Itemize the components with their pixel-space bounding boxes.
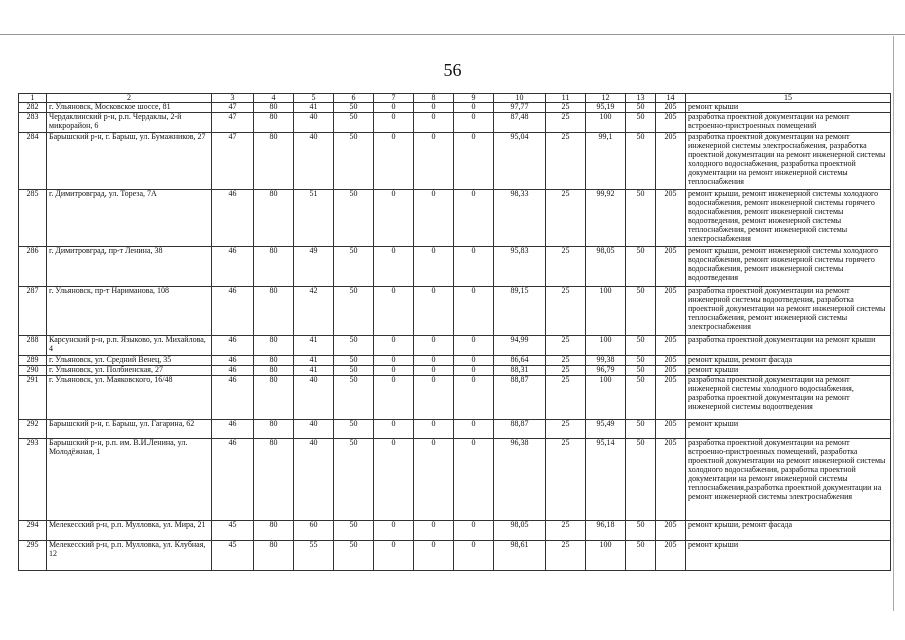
value-cell-col-10: 88,87 — [494, 376, 546, 420]
value-cell-col-13: 50 — [626, 420, 656, 439]
value-cell-col-8: 0 — [414, 133, 454, 190]
table-row — [19, 103, 891, 113]
value-cell-col-5: 40 — [294, 439, 334, 521]
column-header-3: 3 — [212, 94, 254, 103]
value-cell-col-10: 95,83 — [494, 247, 546, 287]
value-cell-col-9: 0 — [454, 287, 494, 336]
value-cell-col-14: 205 — [656, 190, 686, 247]
value-cell-col-3: 46 — [212, 366, 254, 376]
value-cell-col-6: 50 — [334, 356, 374, 366]
work-type-cell: ремонт крыши, ремонт фасада — [686, 521, 891, 541]
value-cell-col-14: 205 — [656, 420, 686, 439]
work-type-cell: разработка проектной документации на ремонт инженерной системы холодного водоснабжения, разработка проектной документации на ремонт инженерной системы водоотведения — [686, 376, 891, 420]
row-number-cell: 284 — [19, 133, 47, 190]
value-cell-col-6: 50 — [334, 420, 374, 439]
value-cell-col-13: 50 — [626, 366, 656, 376]
value-cell-col-4: 80 — [254, 366, 294, 376]
value-cell-col-12: 100 — [586, 336, 626, 356]
value-cell-col-12: 95,19 — [586, 103, 626, 113]
value-cell-col-6: 50 — [334, 247, 374, 287]
table-body — [19, 103, 891, 571]
value-cell-col-4: 80 — [254, 247, 294, 287]
work-type-cell: ремонт крыши — [686, 541, 891, 571]
value-cell-col-11: 25 — [546, 113, 586, 133]
value-cell-col-10: 87,48 — [494, 113, 546, 133]
value-cell-col-9: 0 — [454, 336, 494, 356]
value-cell-col-12: 100 — [586, 287, 626, 336]
value-cell-col-13: 50 — [626, 439, 656, 521]
value-cell-col-3: 46 — [212, 439, 254, 521]
value-cell-col-9: 0 — [454, 439, 494, 521]
row-number-cell: 288 — [19, 336, 47, 356]
address-cell: Чердаклинский р-н, р.п. Чердаклы, 2-й микрорайон, 6 — [47, 113, 212, 133]
column-header-1: 1 — [19, 94, 47, 103]
address-cell: Мелекесский р-н, р.п. Мулловка, ул. Клубная, 12 — [47, 541, 212, 571]
value-cell-col-11: 25 — [546, 336, 586, 356]
value-cell-col-6: 50 — [334, 133, 374, 190]
value-cell-col-10: 97,77 — [494, 103, 546, 113]
value-cell-col-6: 50 — [334, 336, 374, 356]
value-cell-col-3: 45 — [212, 541, 254, 571]
value-cell-col-4: 80 — [254, 103, 294, 113]
value-cell-col-14: 205 — [656, 521, 686, 541]
value-cell-col-7: 0 — [374, 521, 414, 541]
value-cell-col-5: 41 — [294, 336, 334, 356]
value-cell-col-14: 205 — [656, 103, 686, 113]
value-cell-col-14: 205 — [656, 287, 686, 336]
row-number-cell: 291 — [19, 376, 47, 420]
value-cell-col-3: 47 — [212, 133, 254, 190]
table-row — [19, 541, 891, 571]
table-row — [19, 366, 891, 376]
address-cell: Карсунский р-н, р.п. Языково, ул. Михайлова, 4 — [47, 336, 212, 356]
work-type-cell: разработка проектной документации на ремонт встроенно-пристроенных помещений — [686, 113, 891, 133]
row-number-cell: 283 — [19, 113, 47, 133]
value-cell-col-3: 46 — [212, 190, 254, 247]
value-cell-col-8: 0 — [414, 190, 454, 247]
value-cell-col-11: 25 — [546, 356, 586, 366]
value-cell-col-4: 80 — [254, 113, 294, 133]
value-cell-col-13: 50 — [626, 133, 656, 190]
table-row — [19, 439, 891, 521]
value-cell-col-9: 0 — [454, 521, 494, 541]
value-cell-col-10: 94,99 — [494, 336, 546, 356]
column-header-15: 15 — [686, 94, 891, 103]
row-number-cell: 287 — [19, 287, 47, 336]
value-cell-col-13: 50 — [626, 376, 656, 420]
page-top-border — [0, 0, 905, 35]
work-type-cell: ремонт крыши, ремонт инженерной системы холодного водоснабжения, ремонт инженерной системы горячего водоснабжения, ремонт инженерной системы водоотведения, ремонт инженерной системы теплоснабжения, ремонт инженерной системы электроснабжения — [686, 190, 891, 247]
value-cell-col-14: 205 — [656, 366, 686, 376]
value-cell-col-7: 0 — [374, 133, 414, 190]
value-cell-col-7: 0 — [374, 356, 414, 366]
value-cell-col-10: 86,64 — [494, 356, 546, 366]
value-cell-col-12: 99,1 — [586, 133, 626, 190]
table-row — [19, 336, 891, 356]
address-cell: Барышский р-н, г. Барыш, ул. Гагарина, 62 — [47, 420, 212, 439]
value-cell-col-6: 50 — [334, 103, 374, 113]
address-cell: Барышский р-н, р.п. им. В.И.Ленина, ул. Молодёжная, 1 — [47, 439, 212, 521]
value-cell-col-6: 50 — [334, 113, 374, 133]
value-cell-col-9: 0 — [454, 366, 494, 376]
table-row — [19, 113, 891, 133]
value-cell-col-4: 80 — [254, 376, 294, 420]
value-cell-col-12: 99,38 — [586, 356, 626, 366]
value-cell-col-6: 50 — [334, 521, 374, 541]
value-cell-col-11: 25 — [546, 541, 586, 571]
value-cell-col-7: 0 — [374, 103, 414, 113]
value-cell-col-9: 0 — [454, 103, 494, 113]
column-header-5: 5 — [294, 94, 334, 103]
row-number-cell: 294 — [19, 521, 47, 541]
value-cell-col-12: 95,14 — [586, 439, 626, 521]
value-cell-col-9: 0 — [454, 190, 494, 247]
value-cell-col-12: 100 — [586, 376, 626, 420]
value-cell-col-10: 98,33 — [494, 190, 546, 247]
value-cell-col-3: 46 — [212, 336, 254, 356]
value-cell-col-7: 0 — [374, 366, 414, 376]
column-header-8: 8 — [414, 94, 454, 103]
value-cell-col-7: 0 — [374, 336, 414, 356]
value-cell-col-6: 50 — [334, 287, 374, 336]
value-cell-col-5: 40 — [294, 376, 334, 420]
address-cell: г. Ульяновск, Московское шоссе, 81 — [47, 103, 212, 113]
work-type-cell: разработка проектной документации на ремонт встроенно-пристроенных помещений, разработка проектной документации на ремонт инженерной системы холодного водоснабжения, разработка проектной документации на ремонт инженерной системы теплоснабжения,разработка проектной документации на ремонт инженерной системы электроснабжения — [686, 439, 891, 521]
value-cell-col-7: 0 — [374, 376, 414, 420]
value-cell-col-8: 0 — [414, 247, 454, 287]
value-cell-col-13: 50 — [626, 287, 656, 336]
value-cell-col-11: 25 — [546, 366, 586, 376]
value-cell-col-10: 98,05 — [494, 521, 546, 541]
value-cell-col-9: 0 — [454, 376, 494, 420]
value-cell-col-5: 40 — [294, 133, 334, 190]
table-row — [19, 376, 891, 420]
row-number-cell: 285 — [19, 190, 47, 247]
work-type-cell: ремонт крыши, ремонт фасада — [686, 356, 891, 366]
row-number-cell: 292 — [19, 420, 47, 439]
table-row — [19, 247, 891, 287]
address-cell: г. Ульяновск, ул. Средний Венец, 35 — [47, 356, 212, 366]
row-number-cell: 290 — [19, 366, 47, 376]
table-row — [19, 356, 891, 366]
page-number: 56 — [443, 60, 462, 80]
work-type-cell: ремонт крыши, ремонт инженерной системы холодного водоснабжения, ремонт инженерной системы горячего водоснабжения, ремонт инженерной системы водоотведения — [686, 247, 891, 287]
value-cell-col-8: 0 — [414, 287, 454, 336]
value-cell-col-14: 205 — [656, 376, 686, 420]
value-cell-col-10: 95,04 — [494, 133, 546, 190]
value-cell-col-4: 80 — [254, 541, 294, 571]
row-number-cell: 295 — [19, 541, 47, 571]
value-cell-col-4: 80 — [254, 356, 294, 366]
value-cell-col-5: 41 — [294, 356, 334, 366]
value-cell-col-5: 51 — [294, 190, 334, 247]
value-cell-col-5: 55 — [294, 541, 334, 571]
value-cell-col-5: 42 — [294, 287, 334, 336]
value-cell-col-12: 96,79 — [586, 366, 626, 376]
row-number-cell: 286 — [19, 247, 47, 287]
value-cell-col-11: 25 — [546, 190, 586, 247]
value-cell-col-13: 50 — [626, 521, 656, 541]
value-cell-col-14: 205 — [656, 356, 686, 366]
work-type-cell: ремонт крыши — [686, 103, 891, 113]
value-cell-col-13: 50 — [626, 541, 656, 571]
value-cell-col-13: 50 — [626, 356, 656, 366]
row-number-cell: 289 — [19, 356, 47, 366]
value-cell-col-7: 0 — [374, 247, 414, 287]
column-header-6: 6 — [334, 94, 374, 103]
value-cell-col-3: 46 — [212, 287, 254, 336]
column-header-7: 7 — [374, 94, 414, 103]
column-header-2: 2 — [47, 94, 212, 103]
value-cell-col-9: 0 — [454, 541, 494, 571]
value-cell-col-13: 50 — [626, 113, 656, 133]
value-cell-col-7: 0 — [374, 190, 414, 247]
value-cell-col-11: 25 — [546, 287, 586, 336]
row-number-cell: 293 — [19, 439, 47, 521]
value-cell-col-12: 100 — [586, 541, 626, 571]
value-cell-col-9: 0 — [454, 420, 494, 439]
table-row — [19, 133, 891, 190]
value-cell-col-3: 46 — [212, 356, 254, 366]
value-cell-col-13: 50 — [626, 336, 656, 356]
value-cell-col-9: 0 — [454, 247, 494, 287]
value-cell-col-5: 40 — [294, 113, 334, 133]
value-cell-col-14: 205 — [656, 133, 686, 190]
column-header-12: 12 — [586, 94, 626, 103]
page-edge — [893, 36, 894, 611]
value-cell-col-14: 205 — [656, 439, 686, 521]
address-cell: г. Ульяновск, пр-т Нариманова, 108 — [47, 287, 212, 336]
table-row — [19, 521, 891, 541]
work-type-cell: разработка проектной документации на ремонт инженерной системы электроснабжения, разработка проектной документации на ремонт инженерной системы холодного водоснабжения, разработка проектной документации на ремонт инженерной системы теплоснабжения — [686, 133, 891, 190]
value-cell-col-14: 205 — [656, 247, 686, 287]
value-cell-col-4: 80 — [254, 336, 294, 356]
work-type-cell: разработка проектной документации на ремонт инженерной системы водоотведения, разработка проектной документации на ремонт инженерной системы теплоснабжения, ремонт инженерной системы электроснабжения — [686, 287, 891, 336]
value-cell-col-8: 0 — [414, 366, 454, 376]
address-cell: г. Димитровград, ул. Тореза, 7А — [47, 190, 212, 247]
value-cell-col-3: 46 — [212, 420, 254, 439]
value-cell-col-4: 80 — [254, 133, 294, 190]
value-cell-col-10: 89,15 — [494, 287, 546, 336]
value-cell-col-11: 25 — [546, 133, 586, 190]
value-cell-col-8: 0 — [414, 356, 454, 366]
work-type-cell: ремонт крыши — [686, 420, 891, 439]
value-cell-col-11: 25 — [546, 420, 586, 439]
value-cell-col-10: 98,61 — [494, 541, 546, 571]
value-cell-col-4: 80 — [254, 420, 294, 439]
value-cell-col-14: 205 — [656, 113, 686, 133]
value-cell-col-11: 25 — [546, 376, 586, 420]
value-cell-col-13: 50 — [626, 247, 656, 287]
value-cell-col-10: 88,87 — [494, 420, 546, 439]
value-cell-col-12: 95,49 — [586, 420, 626, 439]
column-header-4: 4 — [254, 94, 294, 103]
value-cell-col-11: 25 — [546, 521, 586, 541]
value-cell-col-7: 0 — [374, 113, 414, 133]
column-header-11: 11 — [546, 94, 586, 103]
value-cell-col-5: 41 — [294, 103, 334, 113]
value-cell-col-8: 0 — [414, 336, 454, 356]
value-cell-col-6: 50 — [334, 439, 374, 521]
value-cell-col-6: 50 — [334, 376, 374, 420]
value-cell-col-4: 80 — [254, 287, 294, 336]
value-cell-col-12: 100 — [586, 113, 626, 133]
column-header-10: 10 — [494, 94, 546, 103]
work-type-cell: ремонт крыши — [686, 366, 891, 376]
value-cell-col-3: 46 — [212, 247, 254, 287]
table-row — [19, 190, 891, 247]
value-cell-col-6: 50 — [334, 541, 374, 571]
value-cell-col-3: 47 — [212, 113, 254, 133]
value-cell-col-6: 50 — [334, 190, 374, 247]
row-number-cell: 282 — [19, 103, 47, 113]
column-header-9: 9 — [454, 94, 494, 103]
table-row — [19, 420, 891, 439]
value-cell-col-5: 49 — [294, 247, 334, 287]
value-cell-col-8: 0 — [414, 521, 454, 541]
value-cell-col-3: 47 — [212, 103, 254, 113]
value-cell-col-3: 46 — [212, 376, 254, 420]
value-cell-col-5: 41 — [294, 366, 334, 376]
value-cell-col-8: 0 — [414, 420, 454, 439]
value-cell-col-13: 50 — [626, 190, 656, 247]
value-cell-col-12: 96,18 — [586, 521, 626, 541]
value-cell-col-14: 205 — [656, 336, 686, 356]
value-cell-col-4: 80 — [254, 521, 294, 541]
value-cell-col-11: 25 — [546, 247, 586, 287]
value-cell-col-10: 96,38 — [494, 439, 546, 521]
data-table — [18, 93, 891, 571]
column-header-14: 14 — [656, 94, 686, 103]
value-cell-col-8: 0 — [414, 541, 454, 571]
address-cell: Мелекесский р-н, р.п. Мулловка, ул. Мира, 21 — [47, 521, 212, 541]
value-cell-col-8: 0 — [414, 103, 454, 113]
value-cell-col-13: 50 — [626, 103, 656, 113]
value-cell-col-5: 40 — [294, 420, 334, 439]
value-cell-col-8: 0 — [414, 439, 454, 521]
value-cell-col-3: 45 — [212, 521, 254, 541]
work-type-cell: разработка проектной документации на ремонт крыши — [686, 336, 891, 356]
value-cell-col-10: 88,31 — [494, 366, 546, 376]
column-header-13: 13 — [626, 94, 656, 103]
value-cell-col-12: 98,05 — [586, 247, 626, 287]
value-cell-col-7: 0 — [374, 439, 414, 521]
value-cell-col-8: 0 — [414, 113, 454, 133]
value-cell-col-4: 80 — [254, 439, 294, 521]
address-cell: г. Димитровград, пр-т Ленина, 38 — [47, 247, 212, 287]
address-cell: Барышский р-н, г. Барыш, ул. Бумажников, 27 — [47, 133, 212, 190]
value-cell-col-14: 205 — [656, 541, 686, 571]
value-cell-col-8: 0 — [414, 376, 454, 420]
value-cell-col-9: 0 — [454, 356, 494, 366]
value-cell-col-12: 99,92 — [586, 190, 626, 247]
value-cell-col-5: 60 — [294, 521, 334, 541]
value-cell-col-11: 25 — [546, 439, 586, 521]
table-row — [19, 287, 891, 336]
address-cell: г. Ульяновск, ул. Полбиенская, 27 — [47, 366, 212, 376]
value-cell-col-9: 0 — [454, 113, 494, 133]
address-cell: г. Ульяновск, ул. Маяковского, 16/48 — [47, 376, 212, 420]
value-cell-col-9: 0 — [454, 133, 494, 190]
value-cell-col-6: 50 — [334, 366, 374, 376]
value-cell-col-11: 25 — [546, 103, 586, 113]
value-cell-col-7: 0 — [374, 287, 414, 336]
value-cell-col-7: 0 — [374, 420, 414, 439]
value-cell-col-4: 80 — [254, 190, 294, 247]
table-header-row — [19, 94, 891, 103]
value-cell-col-7: 0 — [374, 541, 414, 571]
